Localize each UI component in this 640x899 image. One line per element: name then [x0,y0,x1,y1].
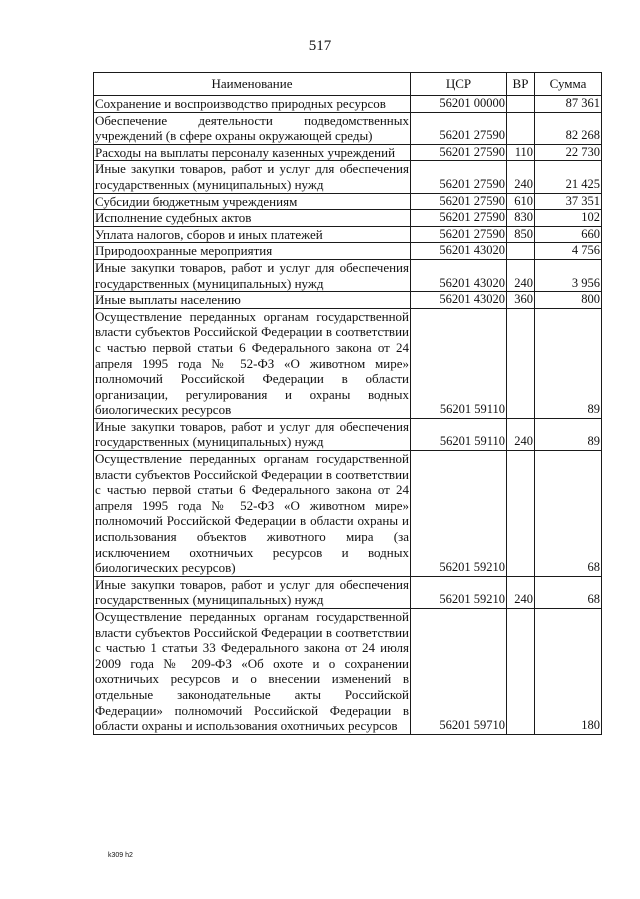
row-name: Иные закупки товаров, работ и услуг для обеспечения государственных (муниципальных) нужд [95,576,409,608]
table-row [94,259,602,291]
row-csr: 56201 59210 [411,576,507,608]
row-vr [507,112,535,144]
row-csr: 56201 59210 [411,451,507,577]
row-vr [507,451,535,577]
row-vr: 110 [507,144,535,161]
row-vr: 240 [507,576,535,608]
row-vr: 610 [507,193,535,210]
row-name: Иные выплаты населению [94,292,411,309]
row-vr: 240 [507,161,535,193]
table-row [94,308,602,418]
table-row [94,112,602,144]
row-vr: 240 [507,418,535,450]
row-name: Природоохранные мероприятия [94,243,411,260]
table-row [94,96,602,113]
row-name: Иные закупки товаров, работ и услуг для обеспечения государственных (муниципальных) нужд [95,259,409,291]
row-sum: 68 [535,576,602,608]
row-vr [507,609,535,735]
row-vr [507,308,535,418]
row-csr: 56201 00000 [411,96,507,113]
row-vr [507,96,535,113]
table-header-row [94,73,602,96]
budget-table [93,72,602,735]
row-name: Сохранение и воспроизводство природных ресурсов [94,96,411,113]
row-csr: 56201 59710 [411,609,507,735]
row-name: Субсидии бюджетным учреждениям [94,193,411,210]
row-name: Осуществление переданных органам государственной власти субъектов Российской Федерации в соответствии с частью 1 статьи 33 Федерального закона от 24 июля 2009 года № 209-ФЗ «Об охоте и о сохранении охотничьих ресурсов и о внесении изменений в отдельные законодательные акты Российской Федерации» полномочий Российской Федерации в области охраны и использования охотничьих ресурсов [95,609,409,734]
row-csr: 56201 59110 [411,308,507,418]
row-csr: 56201 59110 [411,418,507,450]
row-sum: 89 [535,308,602,418]
row-sum: 82 268 [535,112,602,144]
header-sum: Сумма [535,73,602,96]
header-name: Наименование [94,73,411,96]
table-row [94,161,602,193]
row-name: Осуществление переданных органам государственной власти субъектов Российской Федерации в соответствии с частью первой статьи 6 Федерального закона от 24 апреля 1995 года № 52-ФЗ «О животном мире» полномочий Российской Федерации в области охраны и использования объектов животного мира (за исключением охотничьих ресурсов и водных биологических ресурсов) [95,451,409,576]
row-sum: 21 425 [535,161,602,193]
table-row [94,210,602,227]
table-row [94,576,602,608]
header-vr: ВР [507,73,535,96]
table-row [94,144,602,161]
row-sum: 4 756 [535,243,602,260]
table-row [94,243,602,260]
table-row [94,226,602,243]
row-csr: 56201 27590 [411,144,507,161]
row-name: Иные закупки товаров, работ и услуг для обеспечения государственных (муниципальных) нужд [95,161,409,192]
table-row [94,418,602,450]
row-csr: 56201 43020 [411,259,507,291]
header-csr: ЦСР [411,73,507,96]
row-name: Иные закупки товаров, работ и услуг для обеспечения государственных (муниципальных) нужд [95,418,409,450]
row-csr: 56201 43020 [411,243,507,260]
row-sum: 660 [535,226,602,243]
table-row [94,292,602,309]
row-csr: 56201 27590 [411,161,507,193]
row-vr: 360 [507,292,535,309]
row-name: Уплата налогов, сборов и иных платежей [94,226,411,243]
row-sum: 68 [535,451,602,577]
table-row [94,193,602,210]
row-name: Обеспечение деятельности подведомственных учреждений (в сфере охраны окружающей среды) [95,112,409,144]
row-name: Расходы на выплаты персоналу казенных учреждений [94,144,411,161]
table-row [94,451,602,577]
row-sum: 22 730 [535,144,602,161]
table-row [94,609,602,735]
row-vr: 240 [507,259,535,291]
row-sum: 800 [535,292,602,309]
row-csr: 56201 27590 [411,210,507,227]
row-sum: 37 351 [535,193,602,210]
row-csr: 56201 43020 [411,292,507,309]
row-sum: 3 956 [535,259,602,291]
footer-code: k309 h2 [108,852,133,859]
row-csr: 56201 27590 [411,193,507,210]
page-number: 517 [308,38,332,54]
row-name: Осуществление переданных органам государственной власти субъектов Российской Федерации в соответствии с частью первой статьи 6 Федерального закона от 24 апреля 1995 года № 52-ФЗ «О животном мире» полномочий Российской Федерации в области организации, регулирования и охраны водных биологических ресурсов [95,308,409,418]
row-sum: 89 [535,418,602,450]
row-csr: 56201 27590 [411,226,507,243]
row-sum: 180 [535,609,602,735]
row-vr [507,243,535,260]
row-csr: 56201 27590 [411,112,507,144]
row-name: Исполнение судебных актов [94,210,411,227]
row-sum: 102 [535,210,602,227]
row-sum: 87 361 [535,96,602,113]
row-vr: 850 [507,226,535,243]
row-vr: 830 [507,210,535,227]
